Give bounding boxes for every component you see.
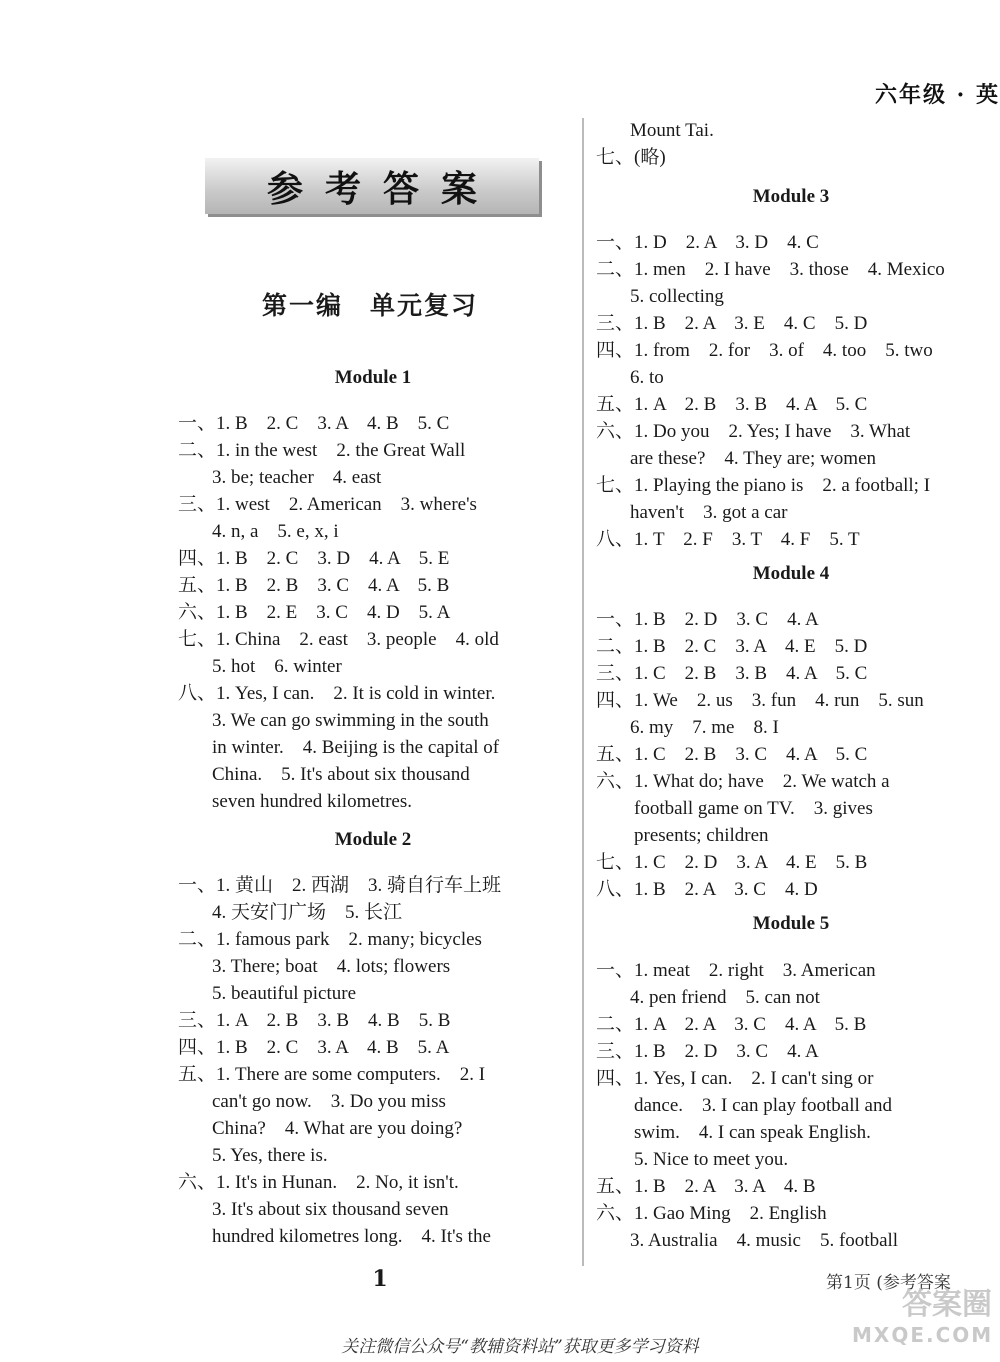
- watermark-logo: [852, 1287, 994, 1350]
- answer-line: 5. beautiful picture: [212, 983, 357, 1004]
- answer-line: are these? 4. They are; women: [630, 448, 877, 469]
- answer-line: 三、1. C 2. B 3. B 4. A 5. C: [596, 663, 868, 684]
- answer-line: 5. hot 6. winter: [212, 656, 342, 677]
- answer-line: 5. Nice to meet you.: [634, 1149, 789, 1170]
- answer-line: hundred kilometres long. 4. It's the: [212, 1226, 491, 1247]
- answer-line: seven hundred kilometres.: [212, 791, 412, 812]
- module-heading: Module 5: [752, 913, 830, 934]
- answer-line: 三、1. B 2. D 3. C 4. A: [596, 1041, 819, 1062]
- answer-line: 五、1. C 2. B 3. C 4. A 5. C: [596, 744, 868, 765]
- answer-line: 三、1. B 2. A 3. E 4. C 5. D: [596, 313, 868, 334]
- module-heading: Module 3: [752, 186, 830, 207]
- answer-line: 四、1. from 2. for 3. of 4. too 5. two: [596, 340, 933, 361]
- answer-line: 5. Yes, there is.: [212, 1145, 328, 1166]
- answer-line: 四、1. Yes, I can. 2. I can't sing or: [596, 1068, 874, 1089]
- answer-line: 6. my 7. me 8. I: [630, 717, 779, 738]
- answer-line: 四、1. B 2. C 3. D 4. A 5. E: [178, 548, 450, 569]
- module-heading: Module 2: [334, 829, 412, 850]
- answer-line: 4. 天安门广场 5. 长江: [212, 902, 403, 923]
- answer-line: 一、1. B 2. D 3. C 4. A: [596, 609, 819, 630]
- answer-key-banner: [205, 158, 539, 214]
- page-number: 1: [372, 1266, 388, 1292]
- answer-line: 三、1. A 2. B 3. B 4. B 5. B: [178, 1010, 451, 1031]
- answer-line: 八、1. Yes, I can. 2. It is cold in winter.: [178, 683, 496, 704]
- answer-line: 3. It's about six thousand seven: [212, 1199, 449, 1220]
- answer-line: 六、1. B 2. E 3. C 4. D 5. A: [178, 602, 451, 623]
- answer-line: in winter. 4. Beijing is the capital of: [212, 737, 500, 758]
- answer-line: haven't 3. got a car: [630, 502, 788, 523]
- answer-line: 3. We can go swimming in the south: [212, 710, 489, 731]
- answer-line: 3. There; boat 4. lots; flowers: [212, 956, 451, 977]
- answer-line: 六、1. It's in Hunan. 2. No, it isn't.: [178, 1172, 459, 1193]
- answer-line: 二、1. in the west 2. the Great Wall: [178, 440, 466, 461]
- answer-line: 六、1. Do you 2. Yes; I have 3. What: [596, 421, 911, 442]
- answer-line: presents; children: [634, 825, 769, 846]
- answer-line: 八、1. B 2. A 3. C 4. D: [596, 879, 818, 900]
- module-heading: Module 4: [752, 563, 830, 584]
- answer-line: 一、1. B 2. C 3. A 4. B 5. C: [178, 413, 450, 434]
- column-divider: [582, 118, 584, 1266]
- answer-line: 4. n, a 5. e, x, i: [212, 521, 339, 542]
- answer-line: Mount Tai.: [630, 120, 714, 141]
- footer-page-label: 第1页 (参考答案: [826, 1273, 951, 1293]
- answer-line: 二、1. men 2. I have 3. those 4. Mexico: [596, 259, 945, 280]
- answer-line: football game on TV. 3. gives: [634, 798, 873, 819]
- answer-line: 八、1. T 2. F 3. T 4. F 5. T: [596, 529, 860, 550]
- answer-line: 七、1. C 2. D 3. A 4. E 5. B: [596, 852, 868, 873]
- banner-title: 参考答案: [266, 168, 499, 210]
- module-heading: Module 1: [334, 367, 412, 388]
- answer-line: 5. collecting: [630, 286, 724, 307]
- answer-line: swim. 4. I can speak English.: [634, 1122, 871, 1143]
- answer-line: 四、1. B 2. C 3. A 4. B 5. A: [178, 1037, 450, 1058]
- answer-line: 二、1. A 2. A 3. C 4. A 5. B: [596, 1014, 867, 1035]
- answer-line: 七、1. Playing the piano is 2. a football; I: [596, 475, 931, 496]
- answer-line: 五、1. There are some computers. 2. I: [178, 1064, 486, 1085]
- answer-line: 3. Australia 4. music 5. football: [630, 1230, 899, 1251]
- section-title: 第一编 单元复习: [261, 291, 478, 320]
- answer-line: 三、1. west 2. American 3. where's: [178, 494, 477, 515]
- answer-line: 五、1. B 2. A 3. A 4. B: [596, 1176, 816, 1197]
- answer-line: 七、1. China 2. east 3. people 4. old: [178, 629, 499, 650]
- answer-line: 一、1. D 2. A 3. D 4. C: [596, 232, 819, 253]
- answer-line: 五、1. B 2. B 3. C 4. A 5. B: [178, 575, 450, 596]
- grade-subject-header: 六年级 · 英: [875, 82, 1000, 108]
- answer-line: 6. to: [630, 367, 664, 388]
- footer-note: 关注微信公众号“教辅资料站”获取更多学习资料: [341, 1337, 699, 1357]
- answer-line: 二、1. famous park 2. many; bicycles: [178, 929, 482, 950]
- answer-line: 一、1. meat 2. right 3. American: [596, 960, 876, 981]
- answer-line: 4. pen friend 5. can not: [630, 987, 820, 1008]
- answer-line: 六、1. Gao Ming 2. English: [596, 1203, 827, 1224]
- answer-line: 四、1. We 2. us 3. fun 4. run 5. sun: [596, 690, 924, 711]
- answer-line: 六、1. What do; have 2. We watch a: [596, 771, 890, 792]
- answer-line: 五、1. A 2. B 3. B 4. A 5. C: [596, 394, 868, 415]
- answer-line: can't go now. 3. Do you miss: [212, 1091, 446, 1112]
- answer-line: China. 5. It's about six thousand: [212, 764, 470, 785]
- watermark-main: 答案圈: [902, 1287, 992, 1322]
- answer-line: 七、(略): [596, 147, 666, 168]
- watermark-sub: MXQE.COM: [852, 1323, 994, 1347]
- answer-line: 二、1. B 2. C 3. A 4. E 5. D: [596, 636, 868, 657]
- answer-line: dance. 3. I can play football and: [634, 1095, 892, 1116]
- answer-line: 3. be; teacher 4. east: [212, 467, 382, 488]
- answer-line: 一、1. 黄山 2. 西湖 3. 骑自行车上班: [178, 875, 502, 896]
- answer-line: China? 4. What are you doing?: [212, 1118, 463, 1139]
